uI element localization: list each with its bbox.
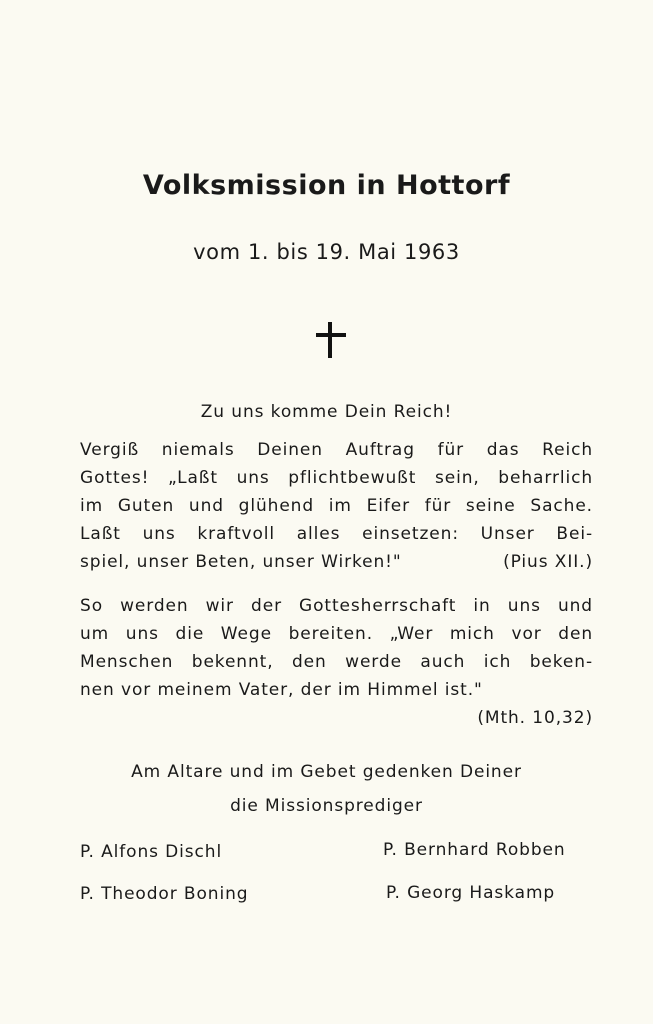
paragraph1-line: Vergiß niemals Deinen Auftrag für das Reich	[80, 440, 593, 460]
paragraph2-line: Menschen bekennt, den werde auch ich beken-	[80, 652, 593, 672]
preacher-name: P. Alfons Dischl	[80, 842, 223, 862]
cross-icon	[316, 322, 346, 358]
paragraph2-line: So werden wir der Gottesherrschaft in uns und	[80, 596, 593, 616]
citation-matthew: (Mth. 10,32)	[477, 708, 593, 728]
preacher-name: P. Georg Haskamp	[386, 883, 556, 903]
paragraph1-line: im Guten und glühend im Eifer für seine Sache.	[80, 496, 593, 516]
preacher-name: P. Theodor Boning	[80, 884, 249, 904]
paragraph1-line: Laßt uns kraftvoll alles einsetzen: Unser Bei-	[80, 524, 593, 544]
paragraph1-line: Gottes! „Laßt uns pflichtbewußt sein, beharrlich	[80, 468, 593, 488]
paragraph2-line: um uns die Wege bereiten. „Wer mich vor den	[80, 624, 593, 644]
mission-dates: vom 1. bis 19. Mai 1963	[193, 240, 460, 264]
paragraph2-last-line: nen vor meinem Vater, der im Himmel ist."	[80, 680, 483, 700]
remembrance-line: Am Altare und im Gebet gedenken Deiner	[131, 762, 522, 782]
card-title: Volksmission in Hottorf	[142, 170, 511, 201]
paragraph1-last-line: spiel, unser Beten, unser Wirken!"	[80, 552, 402, 572]
citation-pius: (Pius XII.)	[503, 552, 593, 572]
preachers-heading: die Missionsprediger	[230, 796, 423, 816]
motto: Zu uns komme Dein Reich!	[200, 402, 453, 422]
preacher-name: P. Bernhard Robben	[383, 840, 566, 860]
